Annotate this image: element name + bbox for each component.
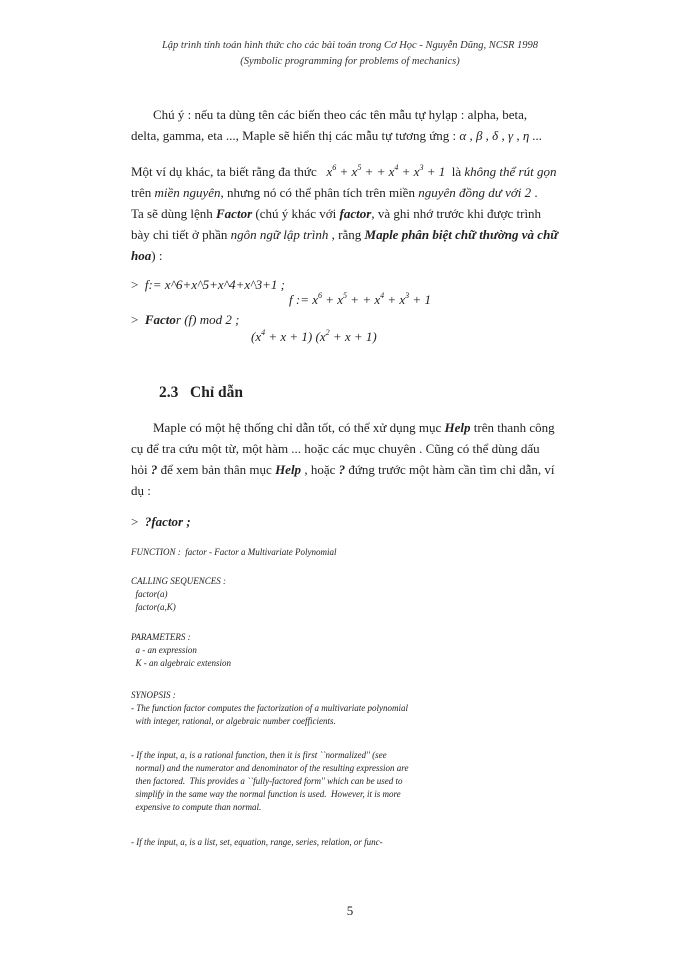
example-text: là <box>451 164 462 179</box>
maple-command-1 <box>131 277 285 293</box>
maple-command-2 <box>131 312 239 328</box>
example-line-5: hoa) : <box>131 248 163 263</box>
section-number: 2.3 <box>159 384 179 401</box>
running-header-subtitle: (Symbolic programming for problems of mechanics) <box>240 56 460 67</box>
page-number: 5 <box>346 903 354 918</box>
example-line-2: trên miền nguyên, nhưng nó có thể phân tích trên miền nguyên đồng dư với 2 . <box>131 185 538 200</box>
maple-output-2: $(x^4 + x + 1) (x^2 + x + 1)$ <box>251 328 377 344</box>
help-command <box>131 514 191 530</box>
example-text: Một ví dụ khác, ta biết rằng đa thức <box>131 164 317 179</box>
polynomial-formula: $x^6 + x^5$ + + $x^4 + x^3 + 1$ <box>326 163 446 179</box>
help-command-text: ?factor ; <box>144 514 191 529</box>
help-parameters: PARAMETERS : a - an expression K - an algebraic extension <box>131 632 231 668</box>
greek-letters: α , β , δ , γ , η ... <box>459 128 543 143</box>
note-line-1: Chú ý : nếu ta dùng tên các biến theo các tên mẫu tự hylạp : alpha, beta, <box>153 107 528 122</box>
prompt-symbol: > <box>131 312 139 327</box>
example-emphasis: không thể rút gọn <box>464 164 557 179</box>
guide-line-4: dụ : <box>131 483 151 498</box>
guide-line-2: cụ để tra cứu một từ, một hàm ... hoặc các mục chuyên . Cũng có thể dùng dấu <box>131 441 540 456</box>
help-function-line: FUNCTION : factor - Factor a Multivariate Polynomial <box>131 547 337 557</box>
section-heading <box>159 384 243 402</box>
example-line-3: Ta sẽ dùng lệnh Factor (chú ý khác với factor, và ghi nhớ trước khi được trình <box>131 206 542 221</box>
command-text: f:= x^6+x^5+x^4+x^3+1 ; <box>144 277 285 292</box>
command-keyword: Facto <box>144 312 176 327</box>
example-line-4: bày chi tiết ở phần ngôn ngữ lập trình , rằng Maple phân biệt chữ thường và chữ <box>131 227 559 242</box>
prompt-symbol: > <box>131 277 139 292</box>
guide-line-1: Maple có một hệ thống chỉ dẫn tốt, có thể xử dụng mục Help trên thanh công <box>153 420 555 435</box>
example-line-1 <box>131 164 556 180</box>
maple-output-1: f := $x^6 + x^5$ + + $x^4 + x^3 + 1$ <box>289 291 431 307</box>
section-title: Chỉ dẫn <box>190 384 243 401</box>
help-synopsis: SYNOPSIS : - The function factor computes the factorization of a multivariate polynomial with integer, rational, or algebraic number coefficients. <box>131 690 408 726</box>
command-text: r (f) mod 2 ; <box>175 312 240 327</box>
note-line-2 <box>131 128 542 144</box>
help-paragraph-list: - If the input, a, is a list, set, equation, range, series, relation, or func- <box>131 837 383 847</box>
help-calling-sequences: CALLING SEQUENCES : factor(a) factor(a,K) <box>131 576 227 612</box>
note-line-2-text: delta, gamma, eta ..., Maple sẽ hiển thị các mẫu tự tương ứng : <box>131 128 457 143</box>
prompt-symbol: > <box>131 514 139 529</box>
running-header-title: Lập trình tính toán hình thức cho các bài toán trong Cơ Học - Nguyễn Dũng, NCSR 1998 <box>161 40 539 51</box>
guide-line-3: hỏi ? để xem bản thân mục Help , hoặc ? đứng trước một hàm cần tìm chỉ dẫn, ví <box>131 462 555 477</box>
help-paragraph-normalized: - If the input, a, is a rational function, then it is first ``normalized'' (see normal) and the numerator and denominator of the resulting expression are then factored. This provides a ``fully-factored form'' which can be used to simplify in the same way the normal function is used. However, it is more expensive to compute than normal. <box>131 750 409 812</box>
